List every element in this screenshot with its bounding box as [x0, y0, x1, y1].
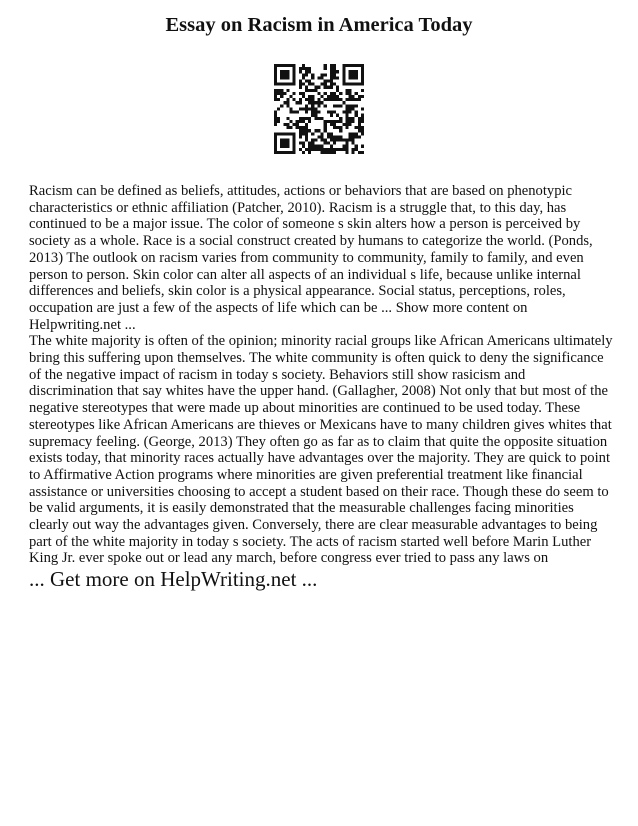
- qr-code-icon[interactable]: [274, 64, 364, 154]
- essay-body: [29, 183, 613, 567]
- page-title: Essay on Racism in America Today: [165, 14, 473, 36]
- get-more-link[interactable]: ... Get more on HelpWriting.net ...: [29, 567, 318, 591]
- essay-paragraph-1: Racism can be defined as beliefs, attitudes, actions or behaviors that are based on phenotypic characteristics or ethnic affiliation (Patcher, 2010). Racism is a struggle that, to this day, has continued to be a major issue. The color of someone s skin alters how a person is perceived by society as a whole. Race is a social construct created by humans to categorize the world. (Ponds, 2013) The outlook on racism varies from community to community, family to family, and even person to person. Skin color can alter all aspects of an individual s life, because unlike internal differences and beliefs, skin color is a physical appearance. Social status, perceptions, roles, occupation are just a few of the aspects of life which can be ... Show more content on Helpwriting.net ...: [29, 183, 593, 333]
- essay-paragraph-2: The white majority is often of the opinion; minority racial groups like African Americans ultimately bring this suffering upon themselves. The white community is often quick to deny the significance of the negative impact of racism in today s society. Behaviors still show rasicism and discrimination that say whites have the upper hand. (Gallagher, 2008) Not only that but most of the negative stereotypes that were made up about minorities are continued to be used today. These stereotypes like African Americans are thieves or Mexicans have to many children gives whites that supremacy feeling. (George, 2013) They often go as far as to claim that quite the opposite situation exists today, that minority races actually have advantages over the majority. They are quick to point to Affirmative Action programs where minorities are given preferential treatment like financial assistance or universities choosing to accept a student based on their race. Though these do seem to be valid arguments, it is easily demonstrated that the measurable challenges facing minorities clearly out way the advantages given. Conversely, there are clear measurable advantages to being part of the white majority in today s society. The acts of racism started well before Marin Luther King Jr. ever spoke out or lead any march, before congress ever tried to pass any laws on: [29, 333, 613, 567]
